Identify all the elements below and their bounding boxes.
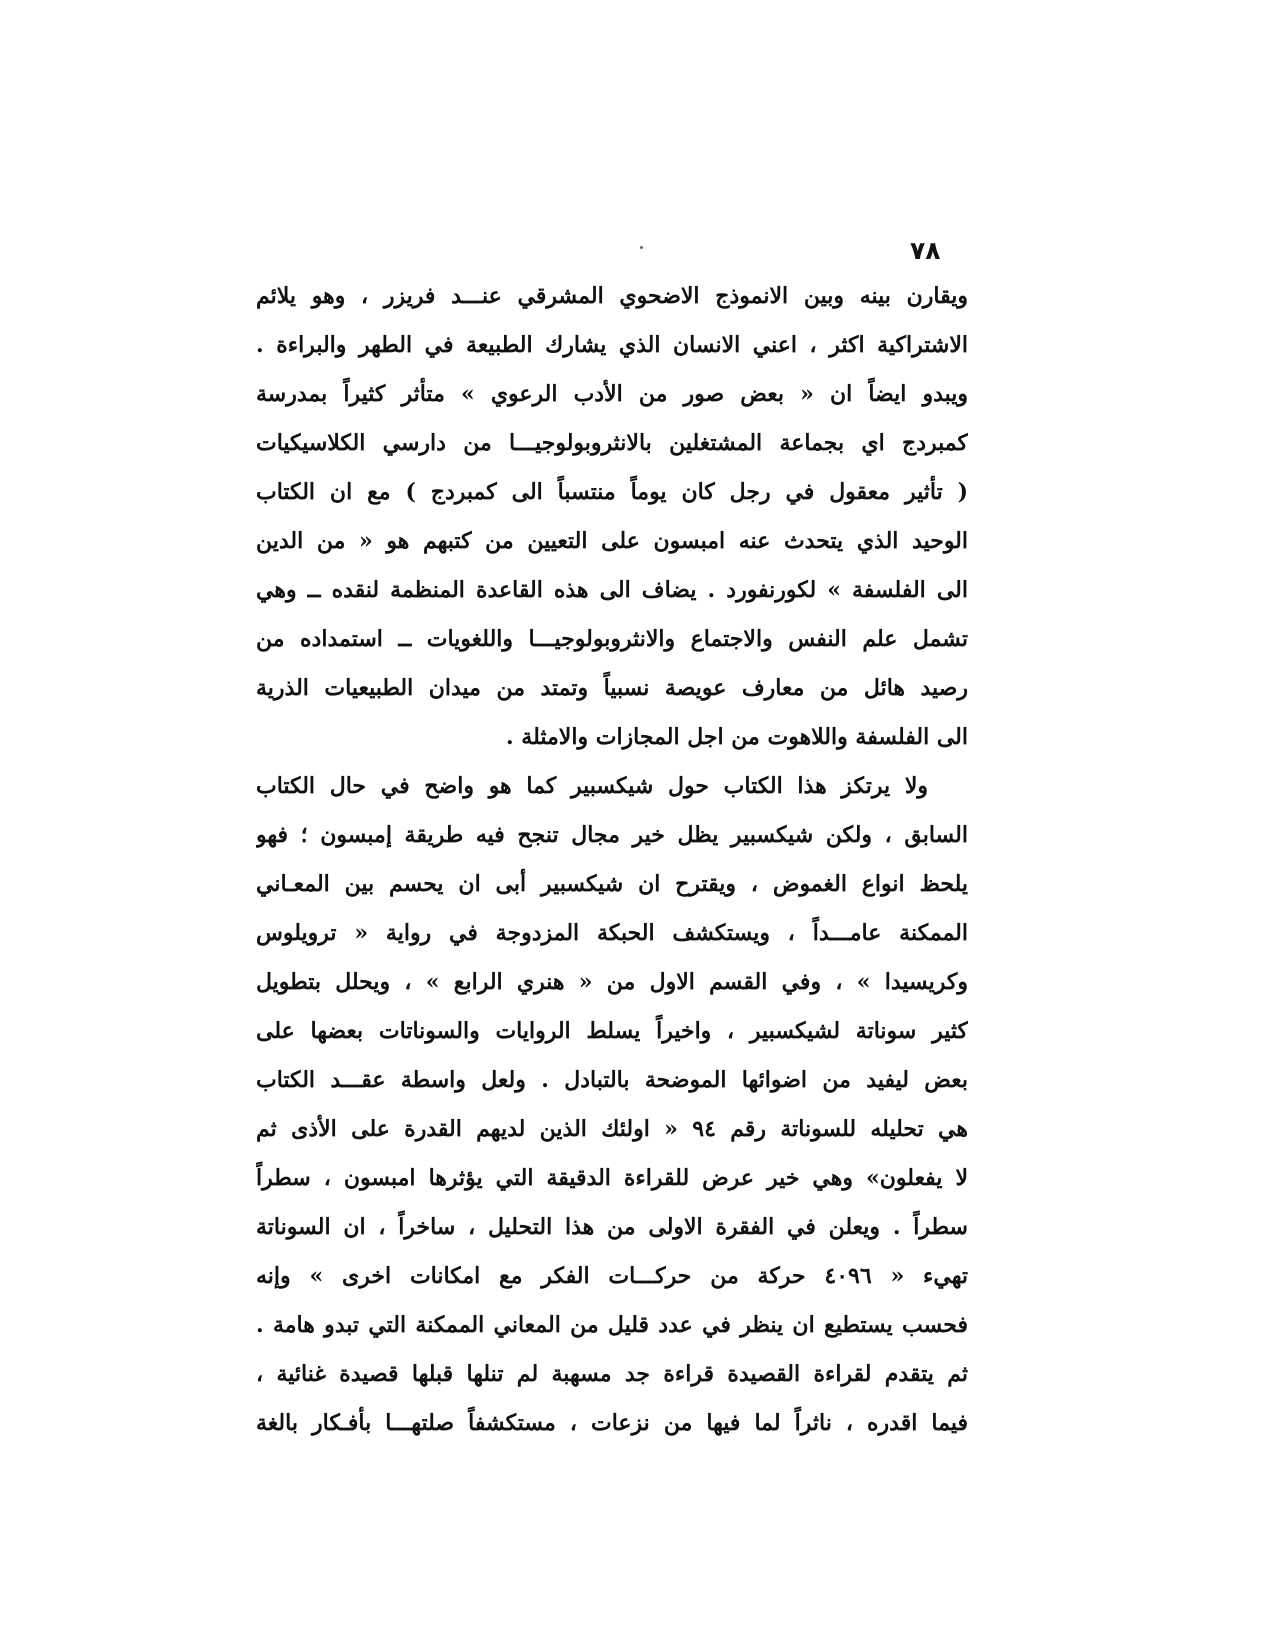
text-line: الى الفلسفة » لكورنفورد . يضاف الى هذه القاعدة المنظمة لنقده ــ وهي: [256, 577, 968, 603]
text-line: فحسب يستطيع ان ينظر في عدد قليل من المعاني الممكنة التي تبدو هامة .: [256, 1312, 968, 1338]
text-line: ويقارن بينه وبين الانموذج الاضحوي المشرقي عنـــد فريزر ، وهو يلائم: [256, 283, 968, 309]
text-line: كثير سوناتة لشيكسبير ، واخيراً يسلط الروايات والسوناتات بعضها على: [256, 1018, 968, 1044]
text-line: تشمل علم النفس والاجتماع والانثروبولوجيـــا واللغويات ــ استمداده من: [256, 626, 968, 652]
text-line: رصيد هائل من معارف عويصة نسبياً وتمتد من ميدان الطبيعيات الذرية: [256, 675, 968, 701]
paragraph-start-line: ولا يرتكز هذا الكتاب حول شيكسبير كما هو واضح في حال الكتاب: [256, 773, 928, 799]
text-line: بعض ليفيد من اضوائها الموضحة بالتبادل . ولعل واسطة عقـــد الكتاب: [256, 1067, 968, 1093]
page-number: ٧٨: [910, 236, 941, 265]
scan-speck: [640, 246, 643, 249]
text-line: ثم يتقدم لقراءة القصيدة قراءة جد مسهبة لم تنلها قبلها قصيدة غنائية ،: [256, 1361, 968, 1387]
text-line: سطراً . ويعلن في الفقرة الاولى من هذا التحليل ، ساخراً ، ان السوناتة: [256, 1214, 968, 1240]
text-line: كمبردج اي بجماعة المشتغلين بالانثروبولوجيـــا من دارسي الكلاسيكيات: [256, 430, 968, 456]
text-line: هي تحليله للسوناتة رقم ٩٤ « اولئك الذين لديهم القدرة على الأذى ثم: [256, 1116, 968, 1142]
text-line: الممكنة عامـــداً ، ويستكشف الحبكة المزدوجة في رواية « ترويلوس: [256, 920, 968, 946]
text-line: الاشتراكية اكثر ، اعني الانسان الذي يشارك الطبيعة في الطهر والبراءة .: [256, 332, 968, 358]
body-text: [256, 272, 968, 1448]
text-line: ويبدو ايضاً ان « بعض صور من الأدب الرعوي » متأثر كثيراً بمدرسة: [256, 381, 968, 407]
text-line: تهيء « ٤٠٩٦ حركة من حركـــات الفكر مع امكانات اخرى » وإنه: [256, 1263, 968, 1289]
text-line: فيما اقدره ، ناثراً لما فيها من نزعات ، مستكشفاً صلتهـــا بأفـكار بالغة: [256, 1410, 968, 1436]
text-line: الى الفلسفة واللاهوت من اجل المجازات والامثلة .: [505, 724, 968, 750]
text-line: السابق ، ولكن شيكسبير يظل خير مجال تنجح فيه طريقة إمبسون ؛ فهو: [256, 822, 968, 848]
text-line: لا يفعلون» وهي خير عرض للقراءة الدقيقة التي يؤثرها امبسون ، سطراً: [256, 1165, 968, 1191]
text-line: وكريسيدا » ، وفي القسم الاول من « هنري الرابع » ، ويحلل بتطويل: [256, 969, 968, 995]
text-line: ( تأثير معقول في رجل كان يوماً منتسباً الى كمبردج ) مع ان الكتاب: [256, 479, 968, 505]
text-line: الوحيد الذي يتحدث عنه امبسون على التعيين من كتبهم هو « من الدين: [256, 528, 968, 554]
text-line: يلحظ انواع الغموض ، ويقترح ان شيكسبير أبى ان يحسم بين المعـاني: [256, 871, 968, 897]
